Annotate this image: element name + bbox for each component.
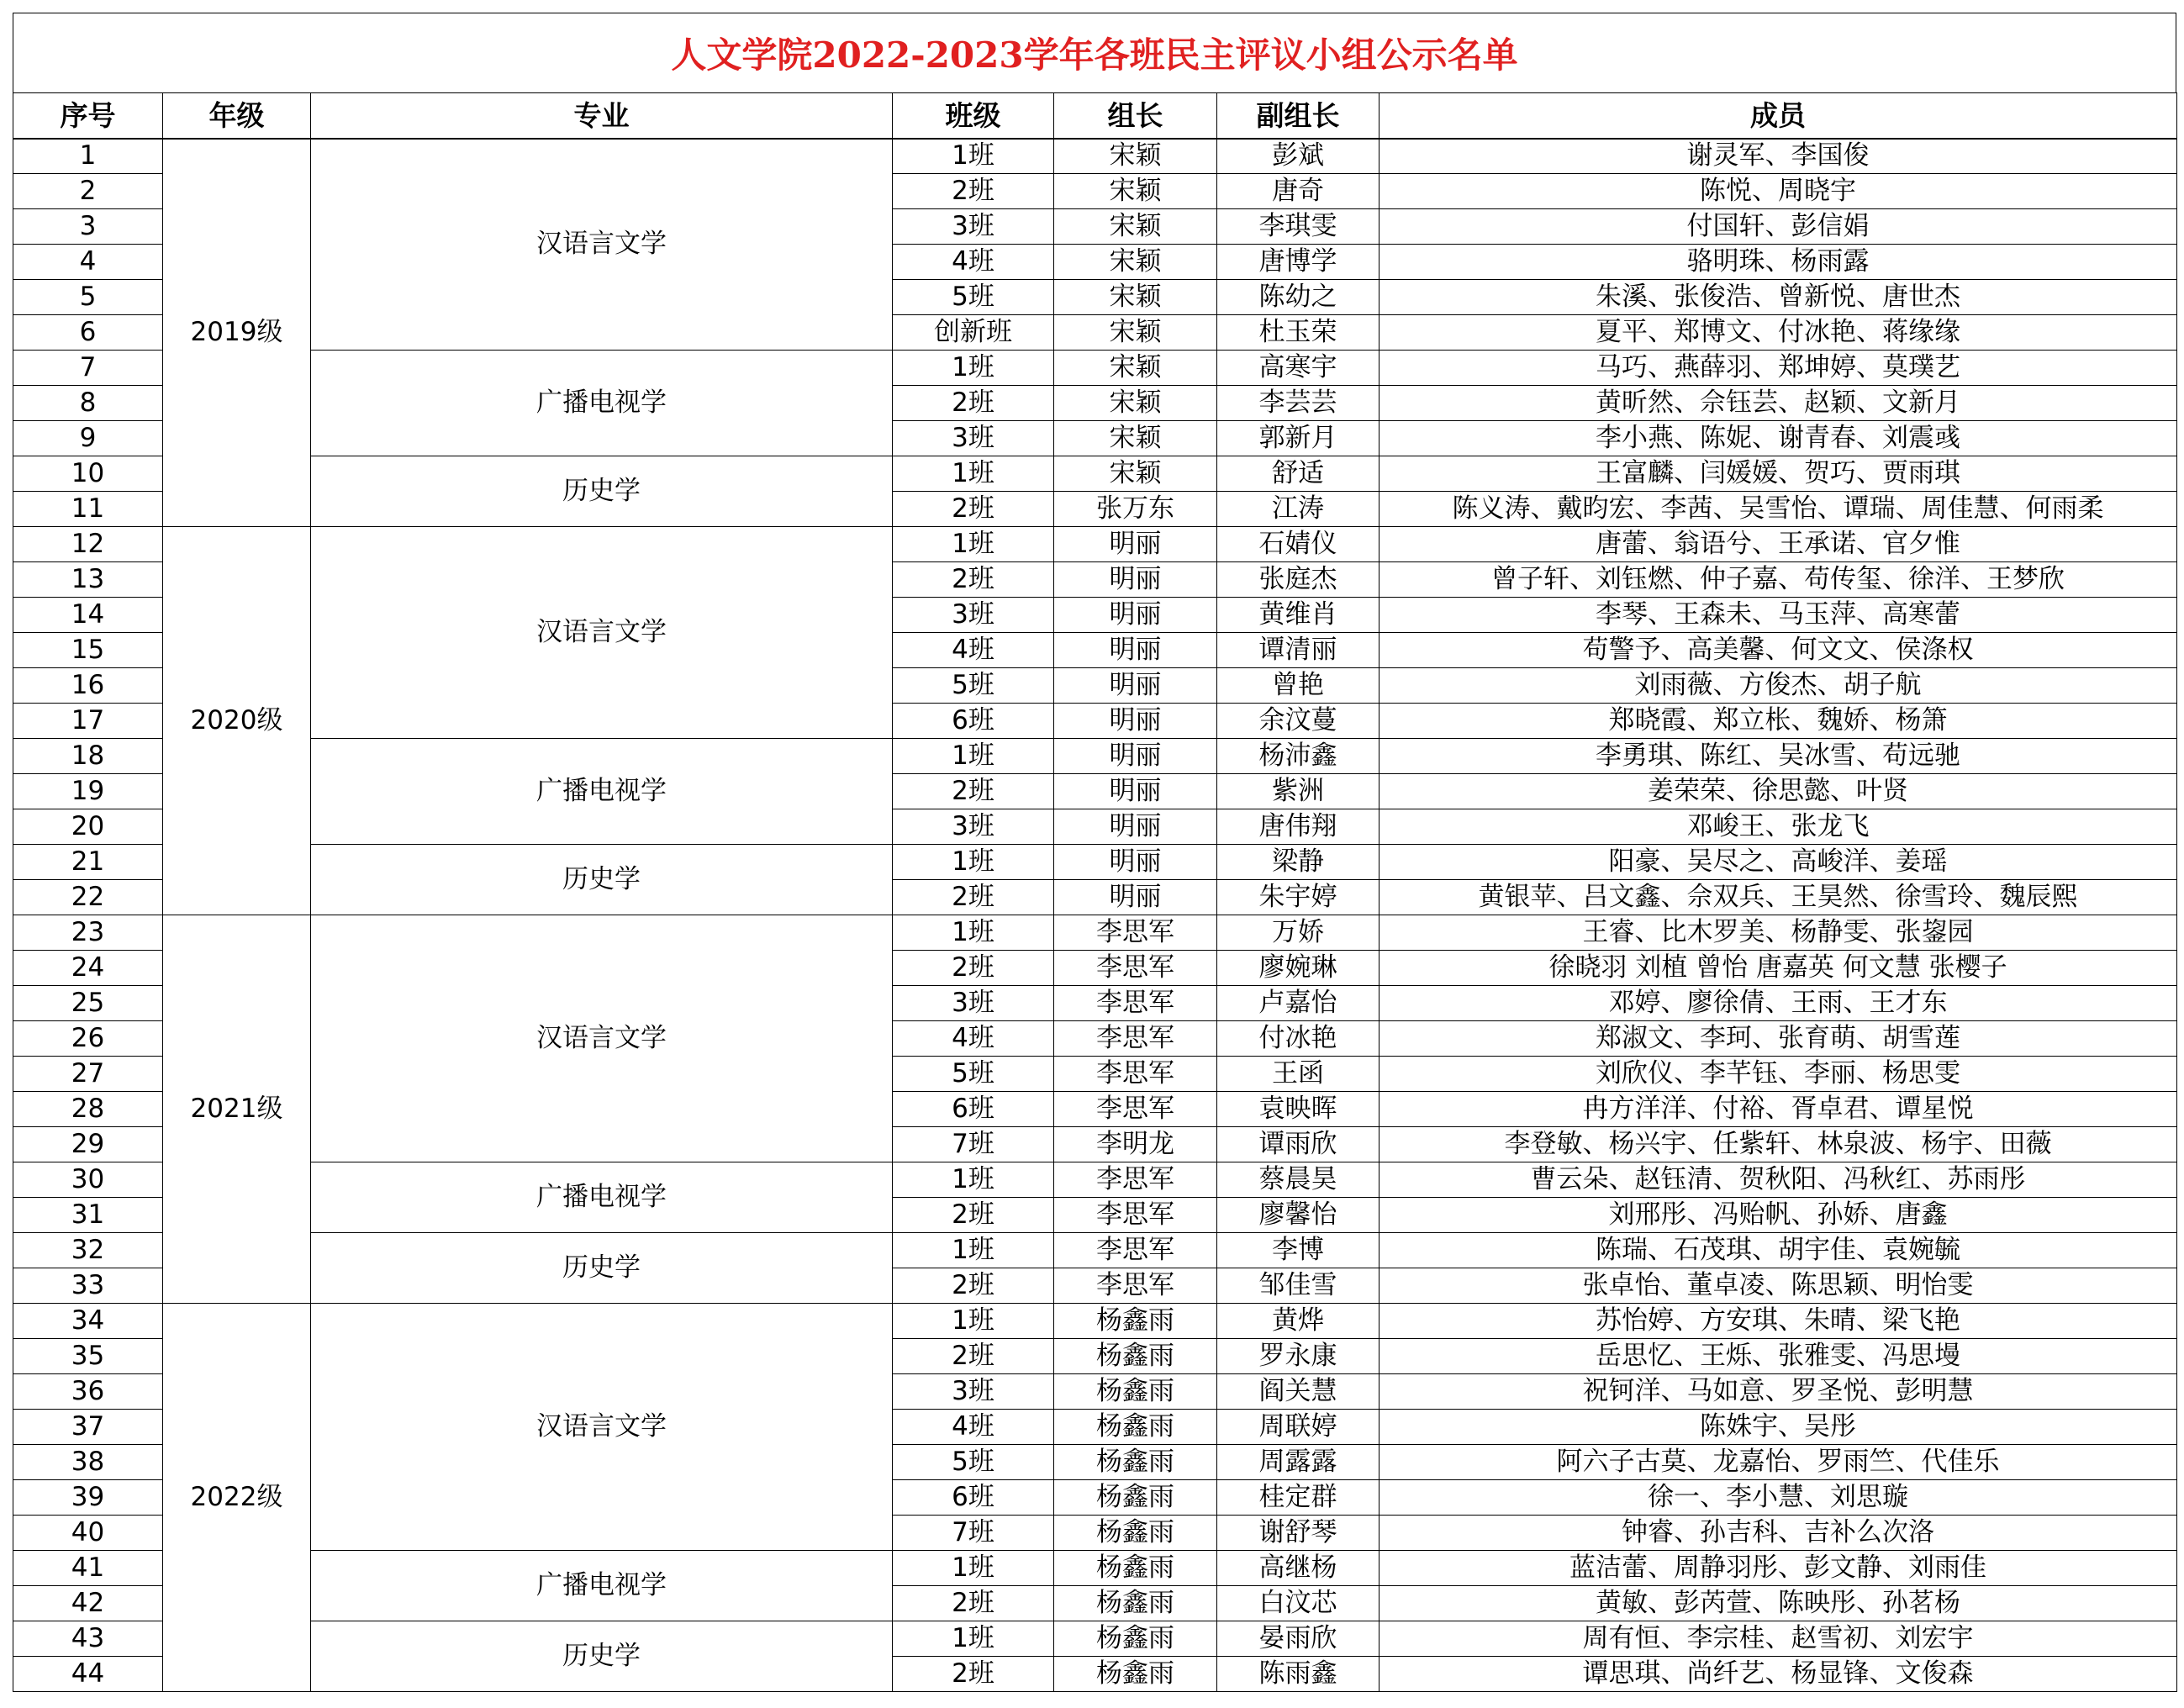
cell-leader[interactable]: 宋颖 <box>1054 421 1217 456</box>
cell-leader[interactable]: 明丽 <box>1054 774 1217 809</box>
cell-leader[interactable]: 李思军 <box>1054 1162 1217 1198</box>
roster-table <box>13 92 2177 1692</box>
cell-members[interactable]: 黄敏、彭芮萱、陈映彤、孙茗杨 <box>1380 1586 2177 1621</box>
cell-class[interactable]: 2班 <box>893 1657 1054 1692</box>
cell-major[interactable]: 历史学 <box>311 1621 893 1692</box>
cell-members[interactable]: 李琴、王森未、马玉萍、高寒蕾 <box>1380 598 2177 633</box>
cell-deputy[interactable]: 郭新月 <box>1217 421 1380 456</box>
cell-members[interactable]: 李小燕、陈妮、谢青春、刘震彧 <box>1380 421 2177 456</box>
cell-deputy[interactable]: 罗永康 <box>1217 1339 1380 1374</box>
cell-class[interactable]: 5班 <box>893 1057 1054 1092</box>
cell-members[interactable]: 刘雨薇、方俊杰、胡子航 <box>1380 668 2177 704</box>
cell-members[interactable]: 唐蕾、翁语兮、王承诺、官夕惟 <box>1380 527 2177 562</box>
cell-members[interactable]: 郑晓霞、郑立枨、魏娇、杨箫 <box>1380 704 2177 739</box>
cell-leader[interactable]: 杨鑫雨 <box>1054 1480 1217 1516</box>
cell-deputy[interactable]: 王函 <box>1217 1057 1380 1092</box>
cell-index[interactable]: 40 <box>13 1516 163 1551</box>
cell-class[interactable]: 2班 <box>893 774 1054 809</box>
cell-members[interactable]: 邓婷、廖徐倩、王雨、王才东 <box>1380 986 2177 1021</box>
cell-class[interactable]: 1班 <box>893 1304 1054 1339</box>
cell-major[interactable]: 历史学 <box>311 845 893 915</box>
cell-grade[interactable]: 2020级 <box>163 527 311 915</box>
cell-leader[interactable]: 宋颖 <box>1054 315 1217 351</box>
table-row <box>13 915 2177 951</box>
cell-index[interactable]: 12 <box>13 527 163 562</box>
cell-class[interactable]: 5班 <box>893 280 1054 315</box>
cell-members[interactable]: 曹云朵、赵钰清、贺秋阳、冯秋红、苏雨彤 <box>1380 1162 2177 1198</box>
cell-index[interactable]: 25 <box>13 986 163 1021</box>
cell-deputy[interactable]: 付冰艳 <box>1217 1021 1380 1057</box>
cell-index[interactable]: 20 <box>13 809 163 845</box>
cell-leader[interactable]: 明丽 <box>1054 527 1217 562</box>
cell-deputy[interactable]: 唐博学 <box>1217 245 1380 280</box>
cell-index[interactable]: 26 <box>13 1021 163 1057</box>
cell-members[interactable]: 曾子轩、刘钰燃、仲子嘉、苟传玺、徐洋、王梦欣 <box>1380 562 2177 598</box>
cell-class[interactable]: 2班 <box>893 174 1054 209</box>
cell-index[interactable]: 8 <box>13 386 163 421</box>
cell-members[interactable]: 徐一、李小慧、刘思璇 <box>1380 1480 2177 1516</box>
cell-deputy[interactable]: 黄维肖 <box>1217 598 1380 633</box>
cell-class[interactable]: 创新班 <box>893 315 1054 351</box>
cell-leader[interactable]: 明丽 <box>1054 880 1217 915</box>
cell-leader[interactable]: 杨鑫雨 <box>1054 1410 1217 1445</box>
cell-class[interactable]: 1班 <box>893 1551 1054 1586</box>
cell-deputy[interactable]: 李博 <box>1217 1233 1380 1268</box>
cell-leader[interactable]: 李思军 <box>1054 1233 1217 1268</box>
cell-deputy[interactable]: 黄烨 <box>1217 1304 1380 1339</box>
cell-class[interactable]: 1班 <box>893 739 1054 774</box>
cell-members[interactable]: 岳思忆、王烁、张雅雯、冯思墁 <box>1380 1339 2177 1374</box>
cell-members[interactable]: 阿六子古莫、龙嘉怡、罗雨竺、代佳乐 <box>1380 1445 2177 1480</box>
cell-class[interactable]: 2班 <box>893 492 1054 527</box>
cell-class[interactable]: 6班 <box>893 1480 1054 1516</box>
cell-leader[interactable]: 明丽 <box>1054 562 1217 598</box>
cell-deputy[interactable]: 陈雨鑫 <box>1217 1657 1380 1692</box>
cell-leader[interactable]: 宋颖 <box>1054 139 1217 174</box>
cell-major[interactable]: 汉语言文学 <box>311 139 893 351</box>
cell-index[interactable]: 38 <box>13 1445 163 1480</box>
cell-index[interactable]: 1 <box>13 139 163 174</box>
cell-class[interactable]: 2班 <box>893 951 1054 986</box>
cell-deputy[interactable]: 彭斌 <box>1217 139 1380 174</box>
cell-class[interactable]: 3班 <box>893 598 1054 633</box>
header-deputy[interactable]: 副组长 <box>1217 93 1380 139</box>
cell-major[interactable]: 广播电视学 <box>311 1551 893 1621</box>
cell-index[interactable]: 4 <box>13 245 163 280</box>
cell-members[interactable]: 马巧、燕薛羽、郑坤婷、莫璞艺 <box>1380 351 2177 386</box>
cell-leader[interactable]: 宋颖 <box>1054 245 1217 280</box>
cell-members[interactable]: 谢灵军、李国俊 <box>1380 139 2177 174</box>
cell-leader[interactable]: 宋颖 <box>1054 209 1217 245</box>
cell-leader[interactable]: 杨鑫雨 <box>1054 1304 1217 1339</box>
cell-leader[interactable]: 明丽 <box>1054 809 1217 845</box>
cell-class[interactable]: 1班 <box>893 456 1054 492</box>
cell-index[interactable]: 34 <box>13 1304 163 1339</box>
cell-deputy[interactable]: 晏雨欣 <box>1217 1621 1380 1657</box>
cell-members[interactable]: 付国轩、彭信娟 <box>1380 209 2177 245</box>
table-row <box>13 456 2177 492</box>
cell-members[interactable]: 李勇琪、陈红、吴冰雪、苟远驰 <box>1380 739 2177 774</box>
header-class[interactable]: 班级 <box>893 93 1054 139</box>
table-row <box>13 1621 2177 1657</box>
cell-class[interactable]: 6班 <box>893 1092 1054 1127</box>
table-row <box>13 527 2177 562</box>
cell-index[interactable]: 23 <box>13 915 163 951</box>
cell-index[interactable]: 32 <box>13 1233 163 1268</box>
cell-deputy[interactable]: 谢舒琴 <box>1217 1516 1380 1551</box>
cell-deputy[interactable]: 白汶芯 <box>1217 1586 1380 1621</box>
cell-index[interactable]: 9 <box>13 421 163 456</box>
header-members[interactable]: 成员 <box>1380 93 2177 139</box>
cell-class[interactable]: 3班 <box>893 986 1054 1021</box>
cell-members[interactable]: 祝钶洋、马如意、罗圣悦、彭明慧 <box>1380 1374 2177 1410</box>
cell-class[interactable]: 3班 <box>893 209 1054 245</box>
cell-deputy[interactable]: 谭雨欣 <box>1217 1127 1380 1162</box>
cell-leader[interactable]: 杨鑫雨 <box>1054 1339 1217 1374</box>
table-row <box>13 139 2177 174</box>
cell-deputy[interactable]: 曾艳 <box>1217 668 1380 704</box>
header-grade[interactable]: 年级 <box>163 93 311 139</box>
cell-deputy[interactable]: 江涛 <box>1217 492 1380 527</box>
cell-leader[interactable]: 明丽 <box>1054 704 1217 739</box>
cell-leader[interactable]: 李思军 <box>1054 951 1217 986</box>
table-row <box>13 1162 2177 1198</box>
cell-index[interactable]: 36 <box>13 1374 163 1410</box>
cell-members[interactable]: 钟睿、孙吉科、吉补么次洛 <box>1380 1516 2177 1551</box>
header-major[interactable]: 专业 <box>311 93 893 139</box>
cell-leader[interactable]: 宋颖 <box>1054 351 1217 386</box>
cell-index[interactable]: 42 <box>13 1586 163 1621</box>
cell-deputy[interactable]: 周露露 <box>1217 1445 1380 1480</box>
cell-class[interactable]: 4班 <box>893 1410 1054 1445</box>
cell-class[interactable]: 1班 <box>893 139 1054 174</box>
cell-deputy[interactable]: 高寒宇 <box>1217 351 1380 386</box>
cell-leader[interactable]: 杨鑫雨 <box>1054 1621 1217 1657</box>
cell-index[interactable]: 30 <box>13 1162 163 1198</box>
cell-index[interactable]: 33 <box>13 1268 163 1304</box>
cell-leader[interactable]: 宋颖 <box>1054 174 1217 209</box>
cell-class[interactable]: 1班 <box>893 845 1054 880</box>
cell-index[interactable]: 10 <box>13 456 163 492</box>
cell-index[interactable]: 21 <box>13 845 163 880</box>
cell-index[interactable]: 19 <box>13 774 163 809</box>
cell-class[interactable]: 1班 <box>893 1621 1054 1657</box>
cell-deputy[interactable]: 张庭杰 <box>1217 562 1380 598</box>
cell-members[interactable]: 王富麟、闫媛媛、贺巧、贾雨琪 <box>1380 456 2177 492</box>
cell-grade[interactable]: 2019级 <box>163 139 311 527</box>
cell-deputy[interactable]: 紫洲 <box>1217 774 1380 809</box>
cell-leader[interactable]: 明丽 <box>1054 739 1217 774</box>
cell-class[interactable]: 5班 <box>893 1445 1054 1480</box>
cell-members[interactable]: 黄银苹、吕文鑫、佘双兵、王昊然、徐雪玲、魏辰熙 <box>1380 880 2177 915</box>
cell-major[interactable]: 历史学 <box>311 456 893 527</box>
table-row <box>13 351 2177 386</box>
cell-deputy[interactable]: 梁静 <box>1217 845 1380 880</box>
cell-major[interactable]: 汉语言文学 <box>311 915 893 1162</box>
cell-index[interactable]: 7 <box>13 351 163 386</box>
cell-index[interactable]: 6 <box>13 315 163 351</box>
spreadsheet <box>13 13 2176 1692</box>
cell-members[interactable]: 苏怡婷、方安琪、朱晴、梁飞艳 <box>1380 1304 2177 1339</box>
cell-leader[interactable]: 明丽 <box>1054 598 1217 633</box>
table-row <box>13 1233 2177 1268</box>
cell-leader[interactable]: 张万东 <box>1054 492 1217 527</box>
cell-deputy[interactable]: 廖婉琳 <box>1217 951 1380 986</box>
cell-deputy[interactable]: 袁映晖 <box>1217 1092 1380 1127</box>
cell-class[interactable]: 2班 <box>893 1339 1054 1374</box>
cell-members[interactable]: 陈姝宇、吴彤 <box>1380 1410 2177 1445</box>
cell-deputy[interactable]: 唐奇 <box>1217 174 1380 209</box>
cell-index[interactable]: 15 <box>13 633 163 668</box>
cell-class[interactable]: 2班 <box>893 880 1054 915</box>
cell-members[interactable]: 冉方洋洋、付裕、胥卓君、谭星悦 <box>1380 1092 2177 1127</box>
cell-class[interactable]: 7班 <box>893 1516 1054 1551</box>
cell-major[interactable]: 广播电视学 <box>311 1162 893 1233</box>
cell-leader[interactable]: 杨鑫雨 <box>1054 1551 1217 1586</box>
cell-deputy[interactable]: 高继杨 <box>1217 1551 1380 1586</box>
header-row <box>13 93 2177 139</box>
cell-members[interactable]: 蓝洁蕾、周静羽彤、彭文静、刘雨佳 <box>1380 1551 2177 1586</box>
cell-index[interactable]: 2 <box>13 174 163 209</box>
cell-members[interactable]: 陈瑞、石茂琪、胡宇佳、袁婉毓 <box>1380 1233 2177 1268</box>
cell-leader[interactable]: 李明龙 <box>1054 1127 1217 1162</box>
cell-index[interactable]: 31 <box>13 1198 163 1233</box>
cell-deputy[interactable]: 廖馨怡 <box>1217 1198 1380 1233</box>
cell-leader[interactable]: 杨鑫雨 <box>1054 1516 1217 1551</box>
cell-leader[interactable]: 宋颖 <box>1054 280 1217 315</box>
cell-index[interactable]: 11 <box>13 492 163 527</box>
cell-deputy[interactable]: 唐伟翔 <box>1217 809 1380 845</box>
cell-members[interactable]: 刘邢彤、冯贻帆、孙娇、唐鑫 <box>1380 1198 2177 1233</box>
cell-deputy[interactable]: 杜玉荣 <box>1217 315 1380 351</box>
cell-class[interactable]: 2班 <box>893 1586 1054 1621</box>
header-leader[interactable]: 组长 <box>1054 93 1217 139</box>
cell-class[interactable]: 4班 <box>893 245 1054 280</box>
cell-leader[interactable]: 李思军 <box>1054 1021 1217 1057</box>
cell-leader[interactable]: 李思军 <box>1054 1092 1217 1127</box>
cell-class[interactable]: 1班 <box>893 351 1054 386</box>
cell-members[interactable]: 朱溪、张俊浩、曾新悦、唐世杰 <box>1380 280 2177 315</box>
cell-class[interactable]: 1班 <box>893 1233 1054 1268</box>
cell-grade[interactable]: 2021级 <box>163 915 311 1304</box>
cell-index[interactable]: 41 <box>13 1551 163 1586</box>
cell-index[interactable]: 22 <box>13 880 163 915</box>
cell-grade[interactable]: 2022级 <box>163 1304 311 1692</box>
cell-deputy[interactable]: 陈幼之 <box>1217 280 1380 315</box>
cell-index[interactable]: 29 <box>13 1127 163 1162</box>
cell-deputy[interactable]: 李芸芸 <box>1217 386 1380 421</box>
cell-deputy[interactable]: 桂定群 <box>1217 1480 1380 1516</box>
cell-leader[interactable]: 明丽 <box>1054 845 1217 880</box>
cell-members[interactable]: 夏平、郑博文、付冰艳、蒋缘缘 <box>1380 315 2177 351</box>
cell-class[interactable]: 1班 <box>893 915 1054 951</box>
cell-members[interactable]: 姜荣荣、徐思懿、叶贤 <box>1380 774 2177 809</box>
cell-class[interactable]: 7班 <box>893 1127 1054 1162</box>
table-row <box>13 739 2177 774</box>
cell-class[interactable]: 6班 <box>893 704 1054 739</box>
cell-leader[interactable]: 李思军 <box>1054 1268 1217 1304</box>
cell-deputy[interactable]: 舒适 <box>1217 456 1380 492</box>
table-body <box>13 139 2177 1692</box>
cell-leader[interactable]: 李思军 <box>1054 1057 1217 1092</box>
cell-class[interactable]: 3班 <box>893 1374 1054 1410</box>
cell-members[interactable]: 陈义涛、戴昀宏、李茜、吴雪怡、谭瑞、周佳慧、何雨柔 <box>1380 492 2177 527</box>
cell-index[interactable]: 35 <box>13 1339 163 1374</box>
cell-deputy[interactable]: 阎关慧 <box>1217 1374 1380 1410</box>
cell-major[interactable]: 广播电视学 <box>311 351 893 456</box>
cell-index[interactable]: 17 <box>13 704 163 739</box>
cell-leader[interactable]: 杨鑫雨 <box>1054 1445 1217 1480</box>
cell-index[interactable]: 39 <box>13 1480 163 1516</box>
cell-leader[interactable]: 明丽 <box>1054 633 1217 668</box>
cell-index[interactable]: 16 <box>13 668 163 704</box>
cell-index[interactable]: 18 <box>13 739 163 774</box>
cell-major[interactable]: 汉语言文学 <box>311 527 893 739</box>
cell-index[interactable]: 28 <box>13 1092 163 1127</box>
cell-deputy[interactable]: 万娇 <box>1217 915 1380 951</box>
cell-members[interactable]: 郑淑文、李珂、张育萌、胡雪莲 <box>1380 1021 2177 1057</box>
cell-index[interactable]: 27 <box>13 1057 163 1092</box>
page-title: 人文学院2022-2023学年各班民主评议小组公示名单 <box>13 13 2176 92</box>
cell-class[interactable]: 2班 <box>893 1198 1054 1233</box>
cell-class[interactable]: 2班 <box>893 386 1054 421</box>
cell-class[interactable]: 4班 <box>893 633 1054 668</box>
cell-class[interactable]: 2班 <box>893 562 1054 598</box>
cell-members[interactable]: 李登敏、杨兴宇、任紫轩、林泉波、杨宇、田薇 <box>1380 1127 2177 1162</box>
cell-deputy[interactable]: 杨沛鑫 <box>1217 739 1380 774</box>
cell-deputy[interactable]: 朱宇婷 <box>1217 880 1380 915</box>
cell-members[interactable]: 陈悦、周晓宇 <box>1380 174 2177 209</box>
header-index[interactable]: 序号 <box>13 93 163 139</box>
cell-members[interactable]: 骆明珠、杨雨露 <box>1380 245 2177 280</box>
table-row <box>13 1304 2177 1339</box>
cell-deputy[interactable]: 周联婷 <box>1217 1410 1380 1445</box>
cell-leader[interactable]: 杨鑫雨 <box>1054 1374 1217 1410</box>
cell-members[interactable]: 徐晓羽 刘植 曾怡 唐嘉英 何文慧 张樱子 <box>1380 951 2177 986</box>
cell-members[interactable]: 阳豪、吴尽之、高峻洋、姜瑶 <box>1380 845 2177 880</box>
cell-index[interactable]: 44 <box>13 1657 163 1692</box>
cell-index[interactable]: 13 <box>13 562 163 598</box>
cell-deputy[interactable]: 余汶蔓 <box>1217 704 1380 739</box>
cell-major[interactable]: 历史学 <box>311 1233 893 1304</box>
cell-deputy[interactable]: 石婧仪 <box>1217 527 1380 562</box>
cell-class[interactable]: 3班 <box>893 421 1054 456</box>
cell-members[interactable]: 苟警予、高美馨、何文文、侯涤权 <box>1380 633 2177 668</box>
table-row <box>13 845 2177 880</box>
cell-leader[interactable]: 李思军 <box>1054 915 1217 951</box>
cell-index[interactable]: 37 <box>13 1410 163 1445</box>
cell-class[interactable]: 5班 <box>893 668 1054 704</box>
cell-members[interactable]: 刘欣仪、李芊钰、李丽、杨思雯 <box>1380 1057 2177 1092</box>
cell-deputy[interactable]: 谭清丽 <box>1217 633 1380 668</box>
cell-members[interactable]: 邓峻王、张龙飞 <box>1380 809 2177 845</box>
cell-index[interactable]: 24 <box>13 951 163 986</box>
cell-class[interactable]: 2班 <box>893 1268 1054 1304</box>
cell-index[interactable]: 14 <box>13 598 163 633</box>
cell-leader[interactable]: 李思军 <box>1054 1198 1217 1233</box>
cell-index[interactable]: 43 <box>13 1621 163 1657</box>
cell-index[interactable]: 3 <box>13 209 163 245</box>
cell-leader[interactable]: 杨鑫雨 <box>1054 1586 1217 1621</box>
cell-deputy[interactable]: 卢嘉怡 <box>1217 986 1380 1021</box>
cell-leader[interactable]: 杨鑫雨 <box>1054 1657 1217 1692</box>
cell-leader[interactable]: 李思军 <box>1054 986 1217 1021</box>
cell-members[interactable]: 张卓怡、董卓凌、陈思颖、明怡雯 <box>1380 1268 2177 1304</box>
table-row <box>13 1551 2177 1586</box>
cell-members[interactable]: 谭思琪、尚纤艺、杨显锋、文俊森 <box>1380 1657 2177 1692</box>
cell-leader[interactable]: 宋颖 <box>1054 386 1217 421</box>
cell-class[interactable]: 1班 <box>893 527 1054 562</box>
cell-members[interactable]: 王睿、比木罗美、杨静雯、张鋆园 <box>1380 915 2177 951</box>
cell-class[interactable]: 1班 <box>893 1162 1054 1198</box>
cell-class[interactable]: 3班 <box>893 809 1054 845</box>
cell-index[interactable]: 5 <box>13 280 163 315</box>
cell-major[interactable]: 汉语言文学 <box>311 1304 893 1551</box>
cell-leader[interactable]: 宋颖 <box>1054 456 1217 492</box>
cell-deputy[interactable]: 邹佳雪 <box>1217 1268 1380 1304</box>
cell-major[interactable]: 广播电视学 <box>311 739 893 845</box>
cell-class[interactable]: 4班 <box>893 1021 1054 1057</box>
cell-leader[interactable]: 明丽 <box>1054 668 1217 704</box>
cell-deputy[interactable]: 李琪雯 <box>1217 209 1380 245</box>
cell-deputy[interactable]: 蔡晨昊 <box>1217 1162 1380 1198</box>
cell-members[interactable]: 黄昕然、佘钰芸、赵颖、文新月 <box>1380 386 2177 421</box>
cell-members[interactable]: 周有恒、李宗桂、赵雪初、刘宏宇 <box>1380 1621 2177 1657</box>
